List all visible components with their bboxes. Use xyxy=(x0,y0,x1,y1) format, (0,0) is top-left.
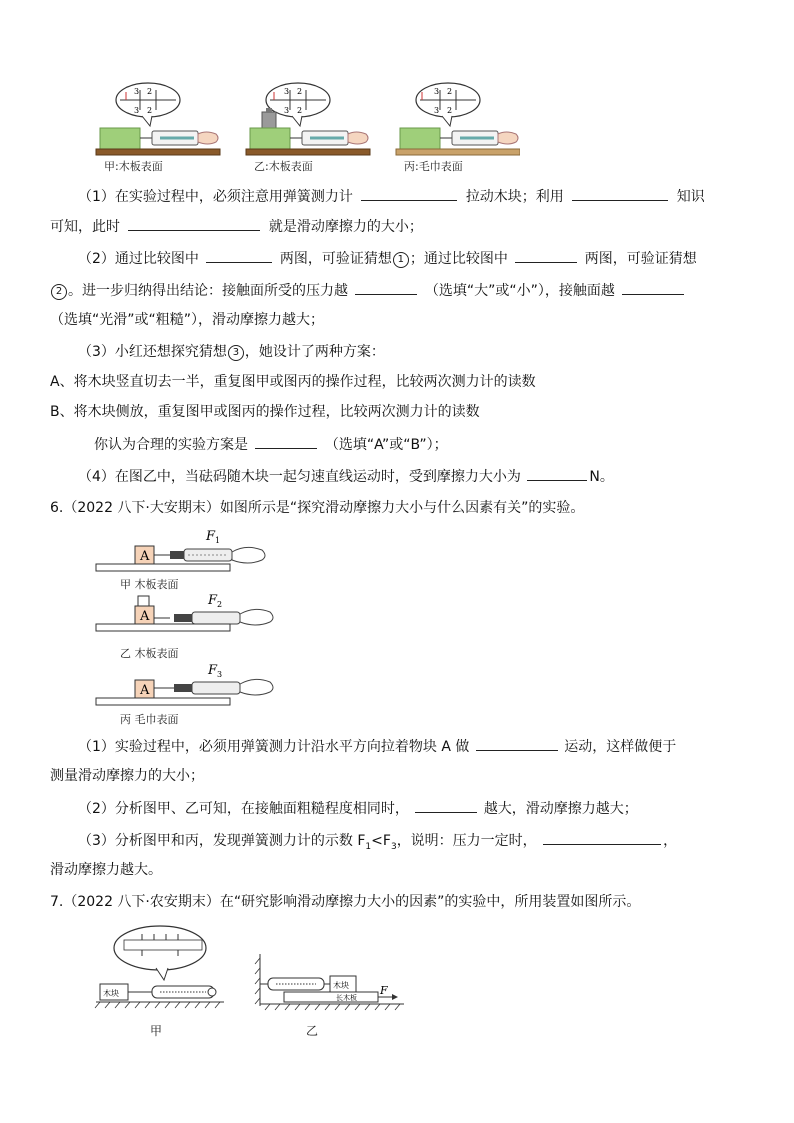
q5-blank-4[interactable] xyxy=(206,248,272,263)
svg-text:3: 3 xyxy=(284,106,290,115)
q6-caption-c: 丙 毛巾表面 xyxy=(120,713,179,726)
svg-text:2: 2 xyxy=(447,106,453,115)
q6-p3-lt: <F xyxy=(371,833,391,849)
q6-caption-a: 甲 木板表面 xyxy=(120,578,179,591)
q5-p1-text-e: 就是滑动摩擦力的大小； xyxy=(268,219,423,235)
q5-p1-text-d: 可知，此时 xyxy=(50,219,120,235)
q6-part2 xyxy=(78,798,718,819)
q5-p3-text-a: （3）小红还想探究猜想 xyxy=(78,344,227,360)
q7-force-label: F xyxy=(380,984,388,997)
q6-blank-2[interactable] xyxy=(415,798,477,813)
q5-caption-c: 丙:毛巾表面 xyxy=(404,160,463,173)
q5-p4-text-a: （4）在图乙中，当砝码随木块一起匀速直线运动时，受到摩擦力大小为 xyxy=(78,469,521,485)
q5-part2-line1 xyxy=(78,248,718,269)
q5-p4-text-b: N。 xyxy=(589,469,614,485)
svg-text:2: 2 xyxy=(297,106,303,115)
q5-caption-a: 甲:木板表面 xyxy=(104,160,163,173)
svg-text:3: 3 xyxy=(434,106,440,115)
q5-part2-line2 xyxy=(50,280,690,301)
q7-figure xyxy=(94,924,414,1024)
q6-figure xyxy=(94,524,294,724)
q5-blank-6[interactable] xyxy=(355,280,417,295)
q6-force-1-sub: 1 xyxy=(215,536,221,545)
q5-p3-text-b: ，她设计了两种方案： xyxy=(244,344,385,360)
q5-p1-text-b: 拉动木块；利用 xyxy=(465,189,564,205)
q6-p2-text-b: 越大，滑动摩擦力越大； xyxy=(483,801,638,817)
q6-force-3-sub: 3 xyxy=(217,670,223,679)
q7-stem: 7.（2022 八下·农安期末）在“研究影响滑动摩擦力大小的因素”的实验中，所用装置如图所示。 xyxy=(50,894,641,910)
svg-text:3: 3 xyxy=(434,87,440,96)
q5-p2-text-a: （2）通过比较图中 xyxy=(78,251,199,267)
q6-p1-text-a: （1）实验过程中，必须用弹簧测力计沿水平方向拉着物块 A 做 xyxy=(78,739,470,755)
q7-block-label-a: 木块 xyxy=(103,989,119,998)
q5-circled-2: 2 xyxy=(51,284,67,300)
q5-p2-text-e: 。进一步归纳得出结论：接触面所受的压力越 xyxy=(68,283,348,299)
q6-part1-line2: 测量滑动摩擦力的大小； xyxy=(50,768,204,784)
q6-caption-b: 乙 木板表面 xyxy=(120,647,179,660)
q6-p2-text-a: （2）分析图甲、乙可知，在接触面粗糙程度相同时， xyxy=(78,801,409,817)
q6-force-1: F xyxy=(206,529,216,544)
q7-fig-a xyxy=(95,926,224,1008)
q6-fig-a xyxy=(96,529,265,571)
q6-p1-text-b: 运动，这样做便于 xyxy=(564,739,677,755)
q6-block-label-a: A xyxy=(140,549,150,564)
q5-p2-text-b: 两图，可验证猜想 xyxy=(279,251,392,267)
q5-fig-b-apparatus xyxy=(246,83,370,155)
q7-board-label: 长木板 xyxy=(336,994,357,1002)
svg-text:2: 2 xyxy=(297,87,303,96)
q5-p1-text-a: （1）在实验过程中，必须注意用弹簧测力计 xyxy=(78,189,353,205)
q6-block-label-b: A xyxy=(140,609,150,624)
q5-p3-text-d: （选填“A”或“B”）； xyxy=(324,437,448,453)
q6-stem: 6.（2022 八下·大安期末）如图所示是“探究滑动摩擦力大小与什么因素有关”的实验。 xyxy=(50,500,585,516)
q7-caption-b: 乙 xyxy=(306,1024,319,1038)
q7-fig-b xyxy=(255,954,404,1010)
q5-fig-c-apparatus xyxy=(396,83,520,155)
q5-part2-line3 xyxy=(50,310,690,330)
q7-caption-a: 甲 xyxy=(150,1024,163,1038)
q6-blank-3[interactable] xyxy=(543,830,661,845)
q6-p3-sub-3: 3 xyxy=(390,841,397,852)
q5-p2-text-f: （选填“大”或“小”），接触面越 xyxy=(424,283,615,299)
q5-circled-3: 3 xyxy=(228,345,244,361)
q6-blank-1[interactable] xyxy=(476,736,558,751)
q6-force-3: F xyxy=(208,663,218,678)
q5-blank-2[interactable] xyxy=(572,186,668,201)
svg-text:2: 2 xyxy=(447,87,453,96)
q5-circled-1: 1 xyxy=(393,252,409,268)
q6-p3-text-b: ，说明：压力一定时， xyxy=(396,833,537,849)
q5-part1-line1 xyxy=(78,186,718,207)
q6-part3-line1 xyxy=(78,830,718,857)
q5-blank-5[interactable] xyxy=(515,248,577,263)
svg-text:3: 3 xyxy=(134,87,140,96)
q5-blank-9[interactable] xyxy=(527,466,587,481)
q5-part1-line2 xyxy=(50,216,690,237)
q6-fig-b xyxy=(96,593,273,631)
q6-fig-c xyxy=(96,663,273,705)
q5-blank-1[interactable] xyxy=(361,186,457,201)
q6-force-2: F xyxy=(208,593,218,608)
q6-force-2-sub: 2 xyxy=(217,600,223,609)
q6-figure-drawing xyxy=(94,524,294,724)
q5-blank-8[interactable] xyxy=(255,434,317,449)
q5-p3-text-c: 你认为合理的实验方案是 xyxy=(94,437,248,453)
q6-p3-sub-1: 1 xyxy=(365,841,372,852)
q5-blank-7[interactable] xyxy=(622,280,684,295)
svg-text:3: 3 xyxy=(134,106,140,115)
q5-p2-text-g: （选填“光滑”或“粗糙”），滑动摩擦力越大； xyxy=(50,312,325,328)
q6-p3-text-c: ， xyxy=(663,833,678,849)
q5-part3-line1 xyxy=(78,342,718,362)
q5-part3-line2 xyxy=(94,434,734,455)
q5-p1-text-c: 知识 xyxy=(676,189,705,205)
q5-option-b: B、将木块侧放，重复图甲或图丙的操作过程，比较两次测力计的读数 xyxy=(50,404,480,420)
svg-text:3: 3 xyxy=(284,87,290,96)
q7-block-label-b: 木块 xyxy=(333,981,349,990)
q6-part1-line1 xyxy=(78,736,718,757)
svg-text:2: 2 xyxy=(147,87,153,96)
q5-caption-b: 乙:木板表面 xyxy=(254,160,313,173)
q5-part4 xyxy=(78,466,718,487)
q5-option-a: A、将木块竖直切去一半，重复图甲或图丙的操作过程，比较两次测力计的读数 xyxy=(50,374,536,390)
q5-p2-text-d: 两图，可验证猜想 xyxy=(584,251,697,267)
q7-figure-drawing xyxy=(94,924,414,1024)
q5-blank-3[interactable] xyxy=(128,216,260,231)
q5-p2-text-c: ；通过比较图中 xyxy=(409,251,508,267)
svg-text:2: 2 xyxy=(147,106,153,115)
q5-fig-a-apparatus xyxy=(96,83,220,155)
q6-part3-line2: 滑动摩擦力越大。 xyxy=(50,862,162,878)
q6-block-label-c: A xyxy=(140,683,150,698)
q6-p3-text-a: （3）分析图甲和丙，发现弹簧测力计的示数 F xyxy=(78,833,366,849)
